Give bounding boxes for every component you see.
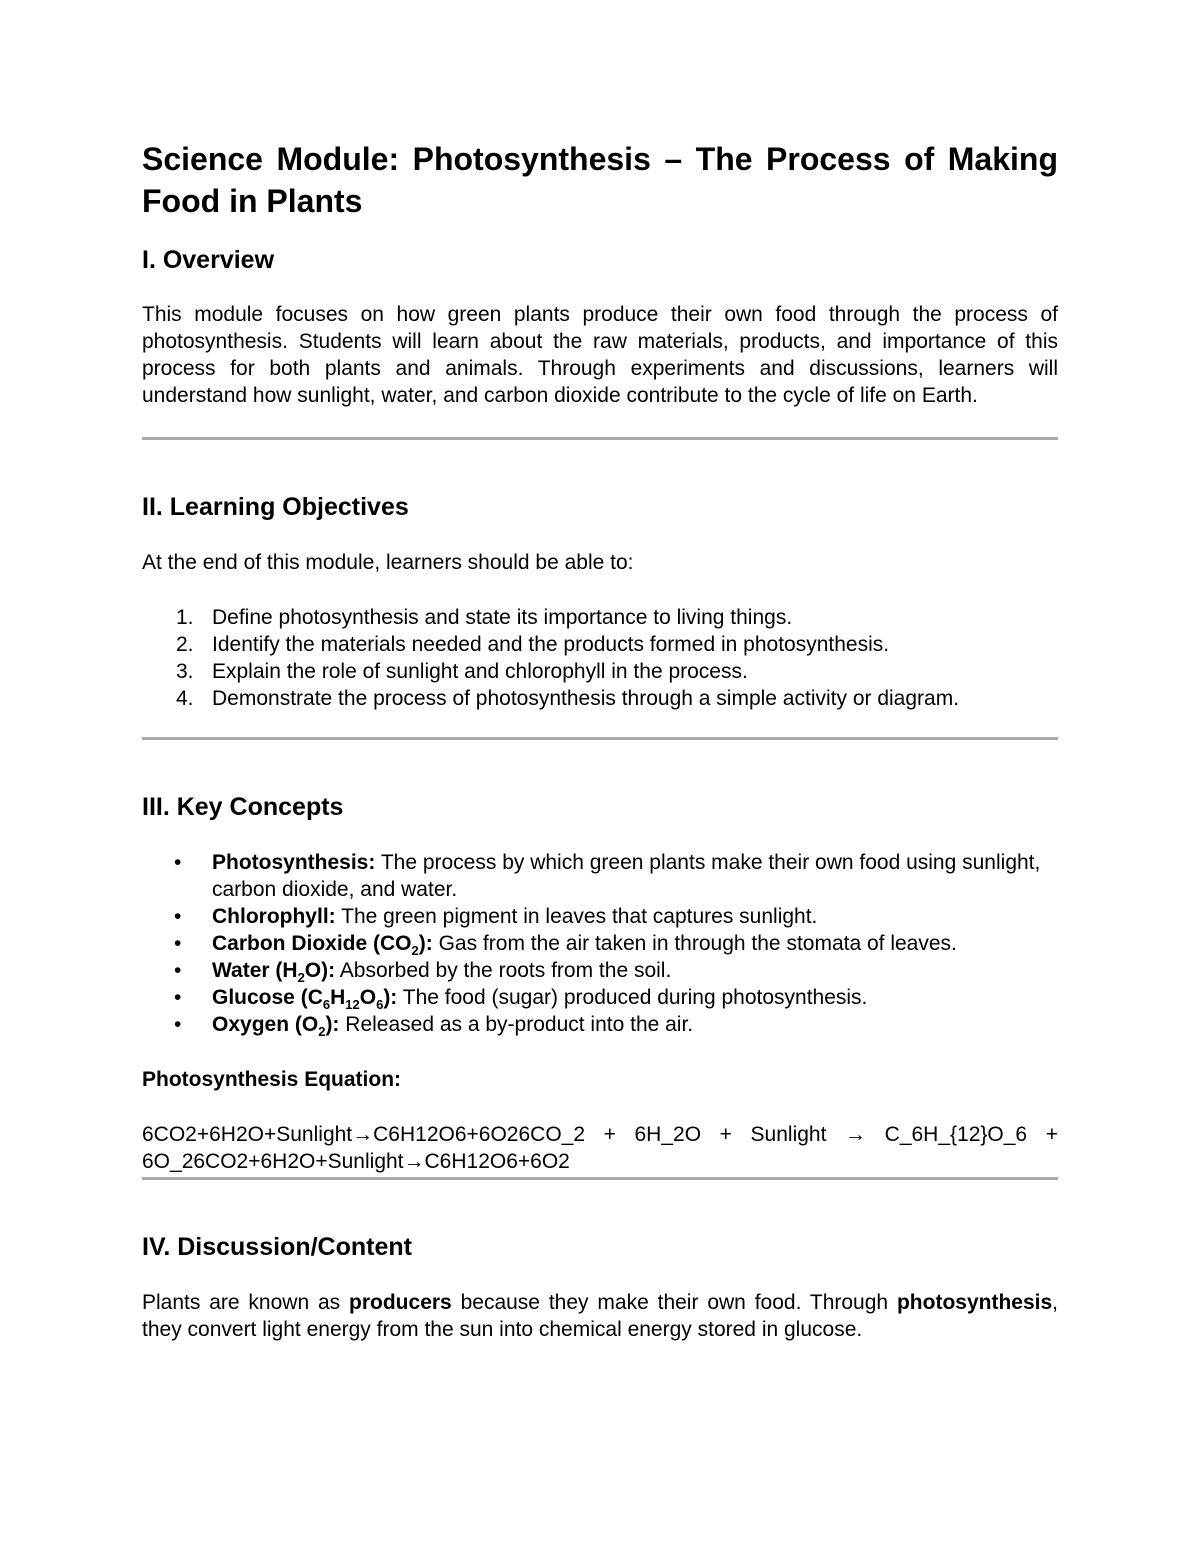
list-item-text: Define photosynthesis and state its importance to living things.: [212, 606, 793, 629]
concept-term: Water $(H_2O)$:: [212, 959, 336, 985]
list-item-text: Identify the materials needed and the products formed in photosynthesis.: [212, 633, 890, 656]
bullet-icon: •: [174, 932, 182, 955]
equation-label: Photosynthesis Equation:: [142, 1068, 402, 1091]
objectives-list: [142, 604, 1058, 712]
discussion-heading: IV. Discussion/Content: [142, 1233, 412, 1261]
concept-term: Photosynthesis:: [212, 851, 376, 874]
list-number: 2.: [176, 633, 194, 656]
list-item: [142, 604, 1058, 631]
objectives-heading: II. Learning Objectives: [142, 493, 409, 521]
list-item-text: Explain the role of sunlight and chlorophyll in the process.: [212, 660, 748, 683]
concept-term: Carbon Dioxide $(CO_2)$:: [212, 932, 433, 958]
bullet-icon: •: [174, 851, 182, 874]
concept-description: Absorbed by the roots from the soil.: [335, 959, 672, 982]
list-number: 1.: [176, 606, 194, 629]
equation-text: 6CO2+6H2O+Sunlight→C6H12O6+6O26CO_2 + 6H_2O + Sunlight → C_6H_{12}O_6 + 6O_26CO2+6H2O+Sunlight→C6H12O6+6O2: [142, 1123, 1058, 1173]
list-item: [142, 658, 1058, 685]
document-page: [142, 138, 1058, 1343]
list-item: [142, 903, 1058, 930]
list-item-text: Demonstrate the process of photosynthesis through a simple activity or diagram.: [212, 687, 960, 710]
concept-description: Released as a by-product into the air.: [339, 1013, 694, 1036]
bullet-icon: •: [174, 905, 182, 928]
keyword-producers: producers: [349, 1291, 452, 1314]
list-item: [142, 984, 1058, 1011]
overview-paragraph: This module focuses on how green plants produce their own food through the process of photosynthesis. Students will learn about the raw materials, products, and importance of this process for both plants and animals. Through experiments and discussions, learners will understand how sunlight, water, and carbon dioxide contribute to the cycle of life on Earth.: [142, 303, 1058, 407]
list-item: [142, 957, 1058, 984]
keyword-photosynthesis: photosynthesis: [896, 1291, 1053, 1314]
bullet-icon: •: [174, 986, 182, 1009]
list-item: [142, 930, 1058, 957]
objectives-intro: At the end of this module, learners should be able to:: [142, 551, 634, 574]
list-item: [142, 685, 1058, 712]
list-item: [142, 1011, 1058, 1038]
overview-heading: I. Overview: [142, 246, 275, 274]
concept-description: Gas from the air taken in through the stomata of leaves.: [432, 932, 957, 955]
concept-term: Glucose $(C_6H_{12}O_6)$:: [212, 986, 398, 1012]
concepts-heading: III. Key Concepts: [142, 793, 344, 821]
list-item: [142, 849, 1058, 903]
concept-description: The green pigment in leaves that captures sunlight.: [335, 905, 818, 928]
page-title: Science Module: Photosynthesis – The Process of Making Food in Plants: [142, 141, 1058, 219]
concepts-list: [142, 849, 1058, 1038]
concept-term: Oxygen $(O_2)$:: [212, 1013, 340, 1039]
concept-term: Chlorophyll:: [212, 905, 336, 928]
list-item: [142, 631, 1058, 658]
discussion-paragraph: Plants are known as producers because they make their own food. Through photosynthesis, they convert light energy from the sun into chemical energy stored in glucose.: [142, 1291, 1058, 1341]
list-number: 3.: [176, 660, 194, 683]
concept-description: The process by which green plants make their own food using sunlight, carbon dioxide, and water.: [212, 851, 1041, 901]
list-number: 4.: [176, 687, 194, 710]
concept-description: The food (sugar) produced during photosynthesis.: [397, 986, 868, 1009]
bullet-icon: •: [174, 959, 182, 982]
bullet-icon: •: [174, 1013, 182, 1036]
